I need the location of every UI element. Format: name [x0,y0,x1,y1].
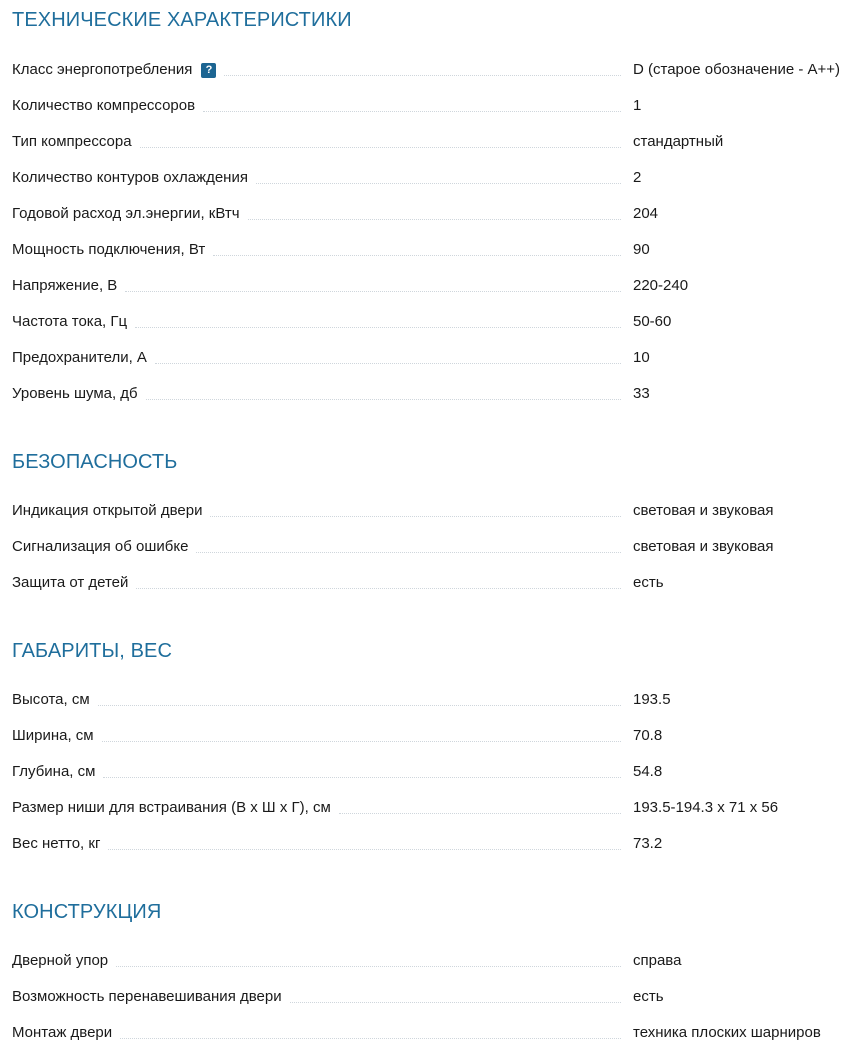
dotted-leader [102,741,621,742]
spec-row-niche-size [12,799,843,835]
spec-list [12,502,843,610]
spec-label: Возможность перенавешивания двери [12,988,282,1005]
spec-row-height [12,691,843,727]
dotted-leader [120,1038,621,1039]
spec-label: Годовой расход эл.энергии, кВтч [12,205,240,222]
spec-label: Сигнализация об ошибке [12,538,189,555]
spec-row-connected-power [12,241,843,277]
spec-list [12,952,843,1060]
dotted-leader [98,705,621,706]
spec-label: Высота, см [12,691,90,708]
spec-label: Дверной упор [12,952,109,969]
dotted-leader [108,849,621,850]
spec-row-energy-class [12,61,843,97]
spec-row-door-mounting [12,1024,843,1060]
dotted-leader [224,75,621,76]
spec-row-cooling-circuits [12,169,843,205]
spec-row-fuses [12,349,843,385]
spec-value: 90 [633,241,650,258]
spec-label [12,61,216,79]
spec-value: 2 [633,169,642,186]
spec-list [12,61,843,421]
spec-value: 70.8 [633,727,663,744]
spec-label: Защита от детей [12,574,129,591]
dotted-leader [155,363,621,364]
spec-label: Количество контуров охлаждения [12,169,248,186]
spec-label: Напряжение, В [12,277,118,294]
spec-row-door-hinge-side [12,952,843,988]
spec-label: Мощность подключения, Вт [12,241,206,258]
section-dimensions-weight [12,639,843,852]
section-title: БЕЗОПАСНОСТЬ [12,451,178,473]
spec-row-open-door-indicator [12,502,843,538]
spec-label: Ширина, см [12,727,94,744]
spec-row-voltage [12,277,843,313]
section-title: ГАБАРИТЫ, ВЕС [12,640,173,662]
spec-row-net-weight [12,835,843,871]
spec-value: 204 [633,205,659,222]
dotted-leader [140,147,621,148]
spec-value: техника плоских шарниров [633,1024,821,1041]
spec-value: 33 [633,385,650,402]
section-title: ТЕХНИЧЕСКИЕ ХАРАКТЕРИСТИКИ [12,9,352,31]
spec-row-error-alarm [12,538,843,574]
dotted-leader [248,219,621,220]
spec-row-door-reversible [12,988,843,1024]
spec-value: 193.5-194.3 х 71 х 56 [633,799,779,816]
spec-value: есть [633,988,664,1005]
spec-list [12,691,843,871]
spec-label-text: Класс энергопотребления [12,61,193,78]
spec-label: Уровень шума, дб [12,385,138,402]
dotted-leader [339,813,621,814]
dotted-leader [213,255,621,256]
spec-value: 54.8 [633,763,663,780]
dotted-leader [136,588,621,589]
spec-label: Частота тока, Гц [12,313,128,330]
spec-row-width [12,727,843,763]
dotted-leader [210,516,621,517]
help-icon[interactable]: ? [201,63,216,78]
spec-row-child-lock [12,574,843,610]
dotted-leader [146,399,621,400]
spec-value: 50-60 [633,313,672,330]
dotted-leader [116,966,621,967]
section-safety [12,450,843,591]
dotted-leader [135,327,621,328]
spec-value: есть [633,574,664,591]
section-title: КОНСТРУКЦИЯ [12,901,162,923]
spec-row-annual-consumption [12,205,843,241]
dotted-leader [290,1002,621,1003]
section-technical-specs [12,8,843,402]
spec-value: 1 [633,97,642,114]
section-construction [12,900,843,1041]
spec-value: D (старое обозначение - A++) [633,61,841,78]
dotted-leader [203,111,621,112]
dotted-leader [196,552,621,553]
spec-label: Монтаж двери [12,1024,113,1041]
spec-value: 73.2 [633,835,663,852]
spec-value: 220-240 [633,277,689,294]
spec-value: 10 [633,349,650,366]
spec-value: 193.5 [633,691,671,708]
spec-row-compressor-count [12,97,843,133]
spec-row-compressor-type [12,133,843,169]
spec-value: стандартный [633,133,724,150]
spec-label: Вес нетто, кг [12,835,101,852]
dotted-leader [125,291,621,292]
spec-label: Тип компрессора [12,133,132,150]
spec-row-noise-level [12,385,843,421]
spec-value: световая и звуковая [633,538,774,555]
spec-label: Предохранители, А [12,349,147,366]
spec-label: Размер ниши для встраивания (В х Ш х Г), см [12,799,331,816]
dotted-leader [256,183,621,184]
spec-value: световая и звуковая [633,502,774,519]
spec-label: Глубина, см [12,763,96,780]
spec-row-depth [12,763,843,799]
spec-row-frequency [12,313,843,349]
spec-value: справа [633,952,682,969]
spec-label: Количество компрессоров [12,97,196,114]
dotted-leader [103,777,621,778]
spec-label: Индикация открытой двери [12,502,203,519]
